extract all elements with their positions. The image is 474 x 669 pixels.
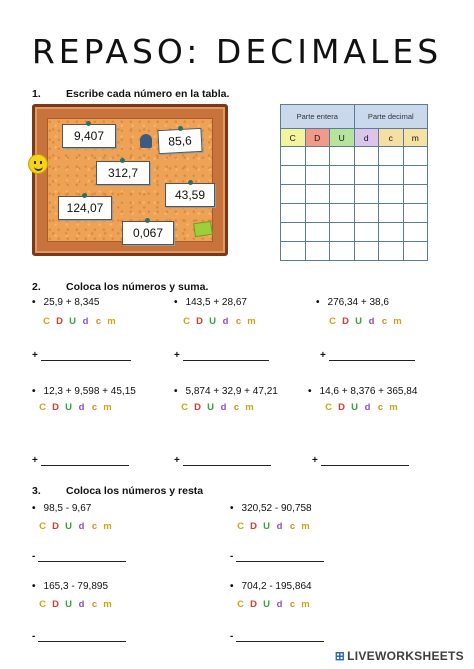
table-column-header: m <box>403 129 428 147</box>
place-letters <box>326 316 404 327</box>
exercise <box>32 581 108 592</box>
letter: D <box>342 316 349 327</box>
bullet: • <box>174 386 178 397</box>
letter: D <box>194 402 201 413</box>
exercise <box>316 297 389 308</box>
place-letters <box>234 599 312 610</box>
note-number: 124,07 <box>58 196 112 220</box>
letter: c <box>381 316 388 327</box>
letter: C <box>39 599 46 610</box>
underline <box>38 554 126 562</box>
letter: C <box>183 316 190 327</box>
pin-icon <box>178 126 183 131</box>
section-number: 1. <box>32 88 41 100</box>
section-1-heading <box>32 88 229 100</box>
place-letters <box>234 521 312 532</box>
exercise-expression: 704,2 - 195,864 <box>241 581 312 592</box>
table-cell[interactable] <box>354 204 379 223</box>
table-cell[interactable] <box>281 147 306 166</box>
answer-line[interactable] <box>230 551 324 562</box>
sign: + <box>320 350 326 361</box>
exercise-expression: 14,6 + 8,376 + 365,84 <box>319 386 418 397</box>
table-group-header: Parte decimal <box>354 105 428 129</box>
table-cell[interactable] <box>281 166 306 185</box>
letter: D <box>52 521 59 532</box>
letter: C <box>325 402 332 413</box>
letter: D <box>250 521 257 532</box>
table-cell[interactable] <box>354 147 379 166</box>
letter: U <box>69 316 76 327</box>
letter: d <box>78 599 85 610</box>
place-letters <box>180 316 258 327</box>
letter: m <box>247 316 256 327</box>
exercise <box>174 297 247 308</box>
section-3-heading <box>32 485 203 497</box>
letter: D <box>250 599 257 610</box>
sign: - <box>32 631 36 642</box>
section-2-heading <box>32 281 208 293</box>
table-column-header: d <box>354 129 379 147</box>
letter: d <box>222 316 229 327</box>
table-column-header: C <box>281 129 306 147</box>
answer-line[interactable] <box>174 350 269 361</box>
table-cell[interactable] <box>330 204 355 223</box>
underline <box>236 634 324 642</box>
place-letters <box>178 402 256 413</box>
answer-line[interactable] <box>312 455 409 466</box>
table-cell[interactable] <box>281 223 306 242</box>
exercise <box>230 503 312 514</box>
letter: U <box>209 316 216 327</box>
exercise <box>230 581 312 592</box>
answer-line[interactable] <box>32 551 126 562</box>
letter: U <box>263 599 270 610</box>
letter: c <box>91 599 98 610</box>
answer-line[interactable] <box>32 350 131 361</box>
page-title: REPASO: DECIMALES <box>31 32 443 71</box>
place-letters <box>36 599 114 610</box>
letter: d <box>364 402 371 413</box>
letter: m <box>393 316 402 327</box>
table-row <box>281 147 428 166</box>
table-cell[interactable] <box>281 185 306 204</box>
sign: - <box>230 551 234 562</box>
table-group-header: Parte entera <box>281 105 355 129</box>
table-cell[interactable] <box>281 242 306 261</box>
note-number: 9,407 <box>62 124 116 148</box>
underline <box>329 353 415 361</box>
letter: C <box>237 521 244 532</box>
logo-icon: ⊞ <box>334 649 346 663</box>
table-cell[interactable] <box>403 166 428 185</box>
table-column-header: U <box>330 129 355 147</box>
table-cell[interactable] <box>330 223 355 242</box>
underline <box>38 634 126 642</box>
answer-line[interactable] <box>174 455 271 466</box>
bullet: • <box>230 503 234 514</box>
exercise-expression: 98,5 - 9,67 <box>43 503 92 514</box>
letter: m <box>103 402 112 413</box>
letter: d <box>78 521 85 532</box>
answer-line[interactable] <box>230 631 324 642</box>
note-number: 85,6 <box>157 128 202 154</box>
letter: D <box>338 402 345 413</box>
table-column-header: c <box>379 129 404 147</box>
table-column-header: D <box>305 129 330 147</box>
letter: d <box>78 402 85 413</box>
place-letters <box>40 316 118 327</box>
liveworksheets-logo <box>335 649 464 665</box>
note-number: 0,067 <box>122 221 174 245</box>
section-number: 3. <box>32 485 41 497</box>
sign: + <box>174 350 180 361</box>
letter: C <box>329 316 336 327</box>
bullet: • <box>308 386 312 397</box>
letter: C <box>39 521 46 532</box>
table-cell[interactable] <box>330 166 355 185</box>
letter: c <box>91 402 98 413</box>
sign: + <box>32 350 38 361</box>
exercise-expression: 276,34 + 38,6 <box>327 297 389 308</box>
answer-line[interactable] <box>320 350 415 361</box>
letter: U <box>65 402 72 413</box>
pin-icon <box>188 180 193 185</box>
exercise-expression: 12,3 + 9,598 + 45,15 <box>43 386 136 397</box>
table-cell[interactable] <box>281 204 306 223</box>
underline <box>236 554 324 562</box>
exercise <box>174 386 278 397</box>
place-letters <box>322 402 400 413</box>
letter: c <box>91 521 98 532</box>
letter: D <box>196 316 203 327</box>
table-cell[interactable] <box>354 242 379 261</box>
letter: d <box>220 402 227 413</box>
table-row <box>281 185 428 204</box>
exercise-expression: 25,9 + 8,345 <box>43 297 100 308</box>
letter: d <box>82 316 89 327</box>
letter: U <box>207 402 214 413</box>
table-cell[interactable] <box>305 204 330 223</box>
table-row <box>281 242 428 261</box>
table-cell[interactable] <box>354 223 379 242</box>
bullet: • <box>32 503 36 514</box>
section-instruction: Coloca los números y suma. <box>66 281 209 293</box>
place-letters <box>36 402 114 413</box>
exercise-expression: 165,3 - 79,895 <box>43 581 109 592</box>
letter: D <box>52 402 59 413</box>
table-cell[interactable] <box>379 242 404 261</box>
brand-name: LIVEWORKSHEETS <box>347 649 464 663</box>
letter: D <box>56 316 63 327</box>
exercise <box>32 503 91 514</box>
table-cell[interactable] <box>354 166 379 185</box>
bullet: • <box>32 386 36 397</box>
exercise <box>32 386 136 397</box>
table-row <box>281 204 428 223</box>
table-cell[interactable] <box>305 242 330 261</box>
pin-icon <box>145 218 150 223</box>
exercise-expression: 5,874 + 32,9 + 47,21 <box>185 386 278 397</box>
sticky-note-icon <box>193 221 213 237</box>
underline <box>41 353 131 361</box>
bullet: • <box>32 581 36 592</box>
table-cell[interactable] <box>305 147 330 166</box>
letter: C <box>39 402 46 413</box>
table-cell[interactable] <box>305 166 330 185</box>
table-cell[interactable] <box>330 185 355 204</box>
letter: m <box>103 521 112 532</box>
letter: D <box>52 599 59 610</box>
place-value-table <box>280 104 428 261</box>
letter: d <box>276 521 283 532</box>
section-number: 2. <box>32 281 41 293</box>
bullet: • <box>174 297 178 308</box>
table-cell[interactable] <box>379 185 404 204</box>
table-cell[interactable] <box>403 147 428 166</box>
table-cell[interactable] <box>403 242 428 261</box>
smiley-icon <box>28 154 48 174</box>
sign: - <box>230 631 234 642</box>
sign: - <box>32 551 36 562</box>
letter: m <box>301 599 310 610</box>
letter: d <box>276 599 283 610</box>
table-cell[interactable] <box>330 242 355 261</box>
letter: C <box>181 402 188 413</box>
underline <box>183 353 269 361</box>
letter: C <box>43 316 50 327</box>
table-cell[interactable] <box>379 166 404 185</box>
sign: + <box>174 455 180 466</box>
pin-icon <box>82 193 87 198</box>
letter: c <box>289 599 296 610</box>
letter: U <box>351 402 358 413</box>
bell-icon <box>140 134 152 148</box>
letter: m <box>389 402 398 413</box>
table-cell[interactable] <box>379 204 404 223</box>
pin-icon <box>86 121 91 126</box>
letter: U <box>263 521 270 532</box>
letter: c <box>95 316 102 327</box>
table-cell[interactable] <box>330 147 355 166</box>
note-number: 43,59 <box>165 183 215 207</box>
letter: U <box>65 521 72 532</box>
sign: + <box>32 455 38 466</box>
letter: c <box>233 402 240 413</box>
letter: U <box>65 599 72 610</box>
answer-line[interactable] <box>32 631 126 642</box>
letter: d <box>368 316 375 327</box>
table-cell[interactable] <box>379 223 404 242</box>
letter: m <box>301 521 310 532</box>
underline <box>41 458 129 466</box>
underline <box>321 458 409 466</box>
sign: + <box>312 455 318 466</box>
letter: c <box>235 316 242 327</box>
table-cell[interactable] <box>379 147 404 166</box>
table-cell[interactable] <box>305 185 330 204</box>
section-instruction: Coloca los números y resta <box>66 485 204 497</box>
section-instruction: Escribe cada número en la tabla. <box>66 88 230 100</box>
table-row <box>281 223 428 242</box>
letter: c <box>289 521 296 532</box>
table-cell[interactable] <box>403 185 428 204</box>
letter: m <box>107 316 116 327</box>
bullet: • <box>316 297 320 308</box>
table-cell[interactable] <box>403 223 428 242</box>
table-cell[interactable] <box>305 223 330 242</box>
table-cell[interactable] <box>354 185 379 204</box>
place-letters <box>36 521 114 532</box>
letter: c <box>377 402 384 413</box>
pin-icon <box>120 158 125 163</box>
letter: C <box>237 599 244 610</box>
exercise <box>32 297 99 308</box>
exercise-expression: 320,52 - 90,758 <box>241 503 312 514</box>
exercise-expression: 143,5 + 28,67 <box>185 297 247 308</box>
underline <box>183 458 271 466</box>
table-row <box>281 166 428 185</box>
letter: U <box>355 316 362 327</box>
note-number: 312,7 <box>96 161 150 185</box>
bullet: • <box>230 581 234 592</box>
bullet: • <box>32 297 36 308</box>
letter: m <box>245 402 254 413</box>
letter: m <box>103 599 112 610</box>
answer-line[interactable] <box>32 455 129 466</box>
table-cell[interactable] <box>403 204 428 223</box>
exercise <box>308 386 417 397</box>
